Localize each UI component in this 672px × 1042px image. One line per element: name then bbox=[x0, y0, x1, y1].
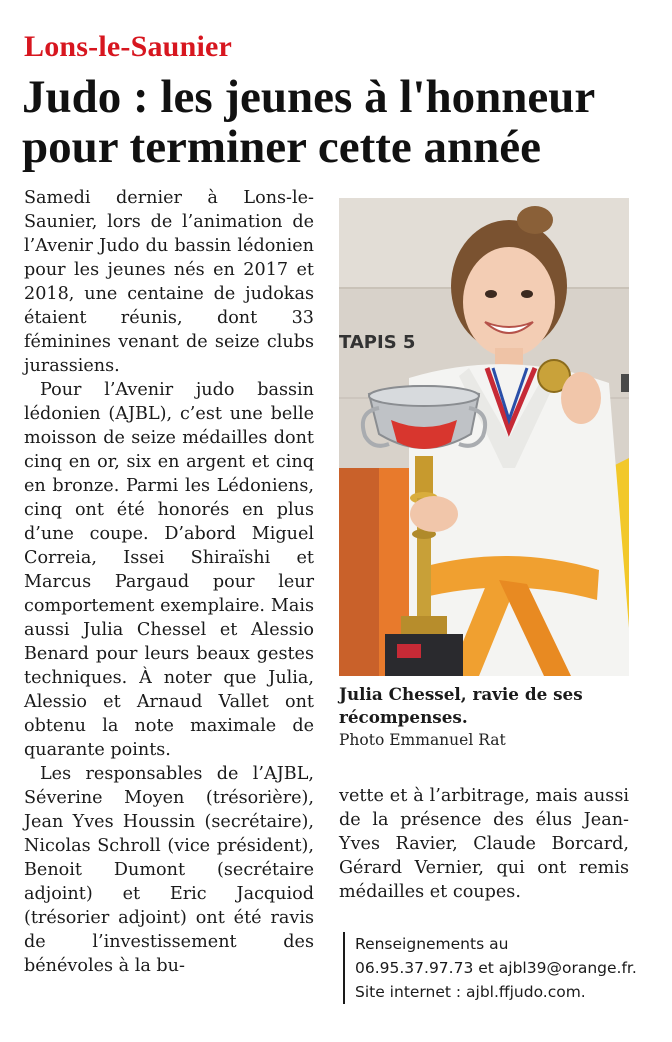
photo-caption bbox=[339, 683, 639, 751]
paragraph-officials: Les responsables de l’AJBL, Séverine Moyen (trésorière), Jean Yves Houssin (secrétaire), Nicolas Schroll (vice président), Benoit Dumont (secrétaire adjoint) et Eric Jacquiod (trésorier adjoint) ont été ravis de l’investissement des bénévoles à la bu- bbox=[24, 764, 314, 976]
paragraph-intro: Samedi dernier à Lons-le-Saunier, lors de l’animation de l’Avenir Judo du bassin lédonien pour les jeunes nés en 2017 et 2018, une centaine de judokas étaient réunis, dont 33 féminines venant de seize clubs jurassiens. bbox=[24, 188, 314, 376]
info-website-line: Site internet : ajbl.ffjudo.com. bbox=[355, 983, 586, 1001]
article-headline: Judo : les jeunes à l'honneur pour terminer cette année bbox=[22, 71, 595, 173]
tapis-sign: TAPIS 5 bbox=[339, 332, 416, 353]
info-contact-line: 06.95.37.97.73 et ajbl39@orange.fr. bbox=[355, 959, 637, 977]
article-body-right-column bbox=[339, 784, 629, 904]
paragraph-officials-continued: vette et à l’arbitrage, mais aussi de la présence des élus Jean-Yves Ravier, Claude Borcard, Gérard Vernier, qui ont remis médailles et coupes. bbox=[339, 786, 629, 902]
section-kicker: Lons-le-Saunier bbox=[24, 30, 233, 63]
article-body-left-column bbox=[24, 186, 314, 978]
caption-text: Julia Chessel, ravie de ses récompenses. bbox=[339, 684, 583, 727]
info-box bbox=[343, 932, 645, 1004]
info-line-1: Renseignements au bbox=[355, 935, 509, 953]
article-photo bbox=[339, 198, 629, 676]
judo-girl-photo-illustration bbox=[339, 198, 629, 676]
paragraph-results: Pour l’Avenir judo bassin lédonien (AJBL), c’est une belle moisson de seize médailles dont cinq en or, six en argent et cinq en bronze. Parmi les Lédoniens, cinq ont été honorés en plus d’une coupe. D’abord Miguel Correia, Issei Shiraïshi et Marcus Pargaud pour leur comportement exemplaire. Mais aussi Julia Chessel et Alessio Benard pour leurs beaux gestes techniques. À noter que Julia, Alessio et Arnaud Vallet ont obtenu la note maximale de quarante points. bbox=[24, 380, 314, 760]
photo-credit: Photo Emmanuel Rat bbox=[339, 731, 506, 749]
